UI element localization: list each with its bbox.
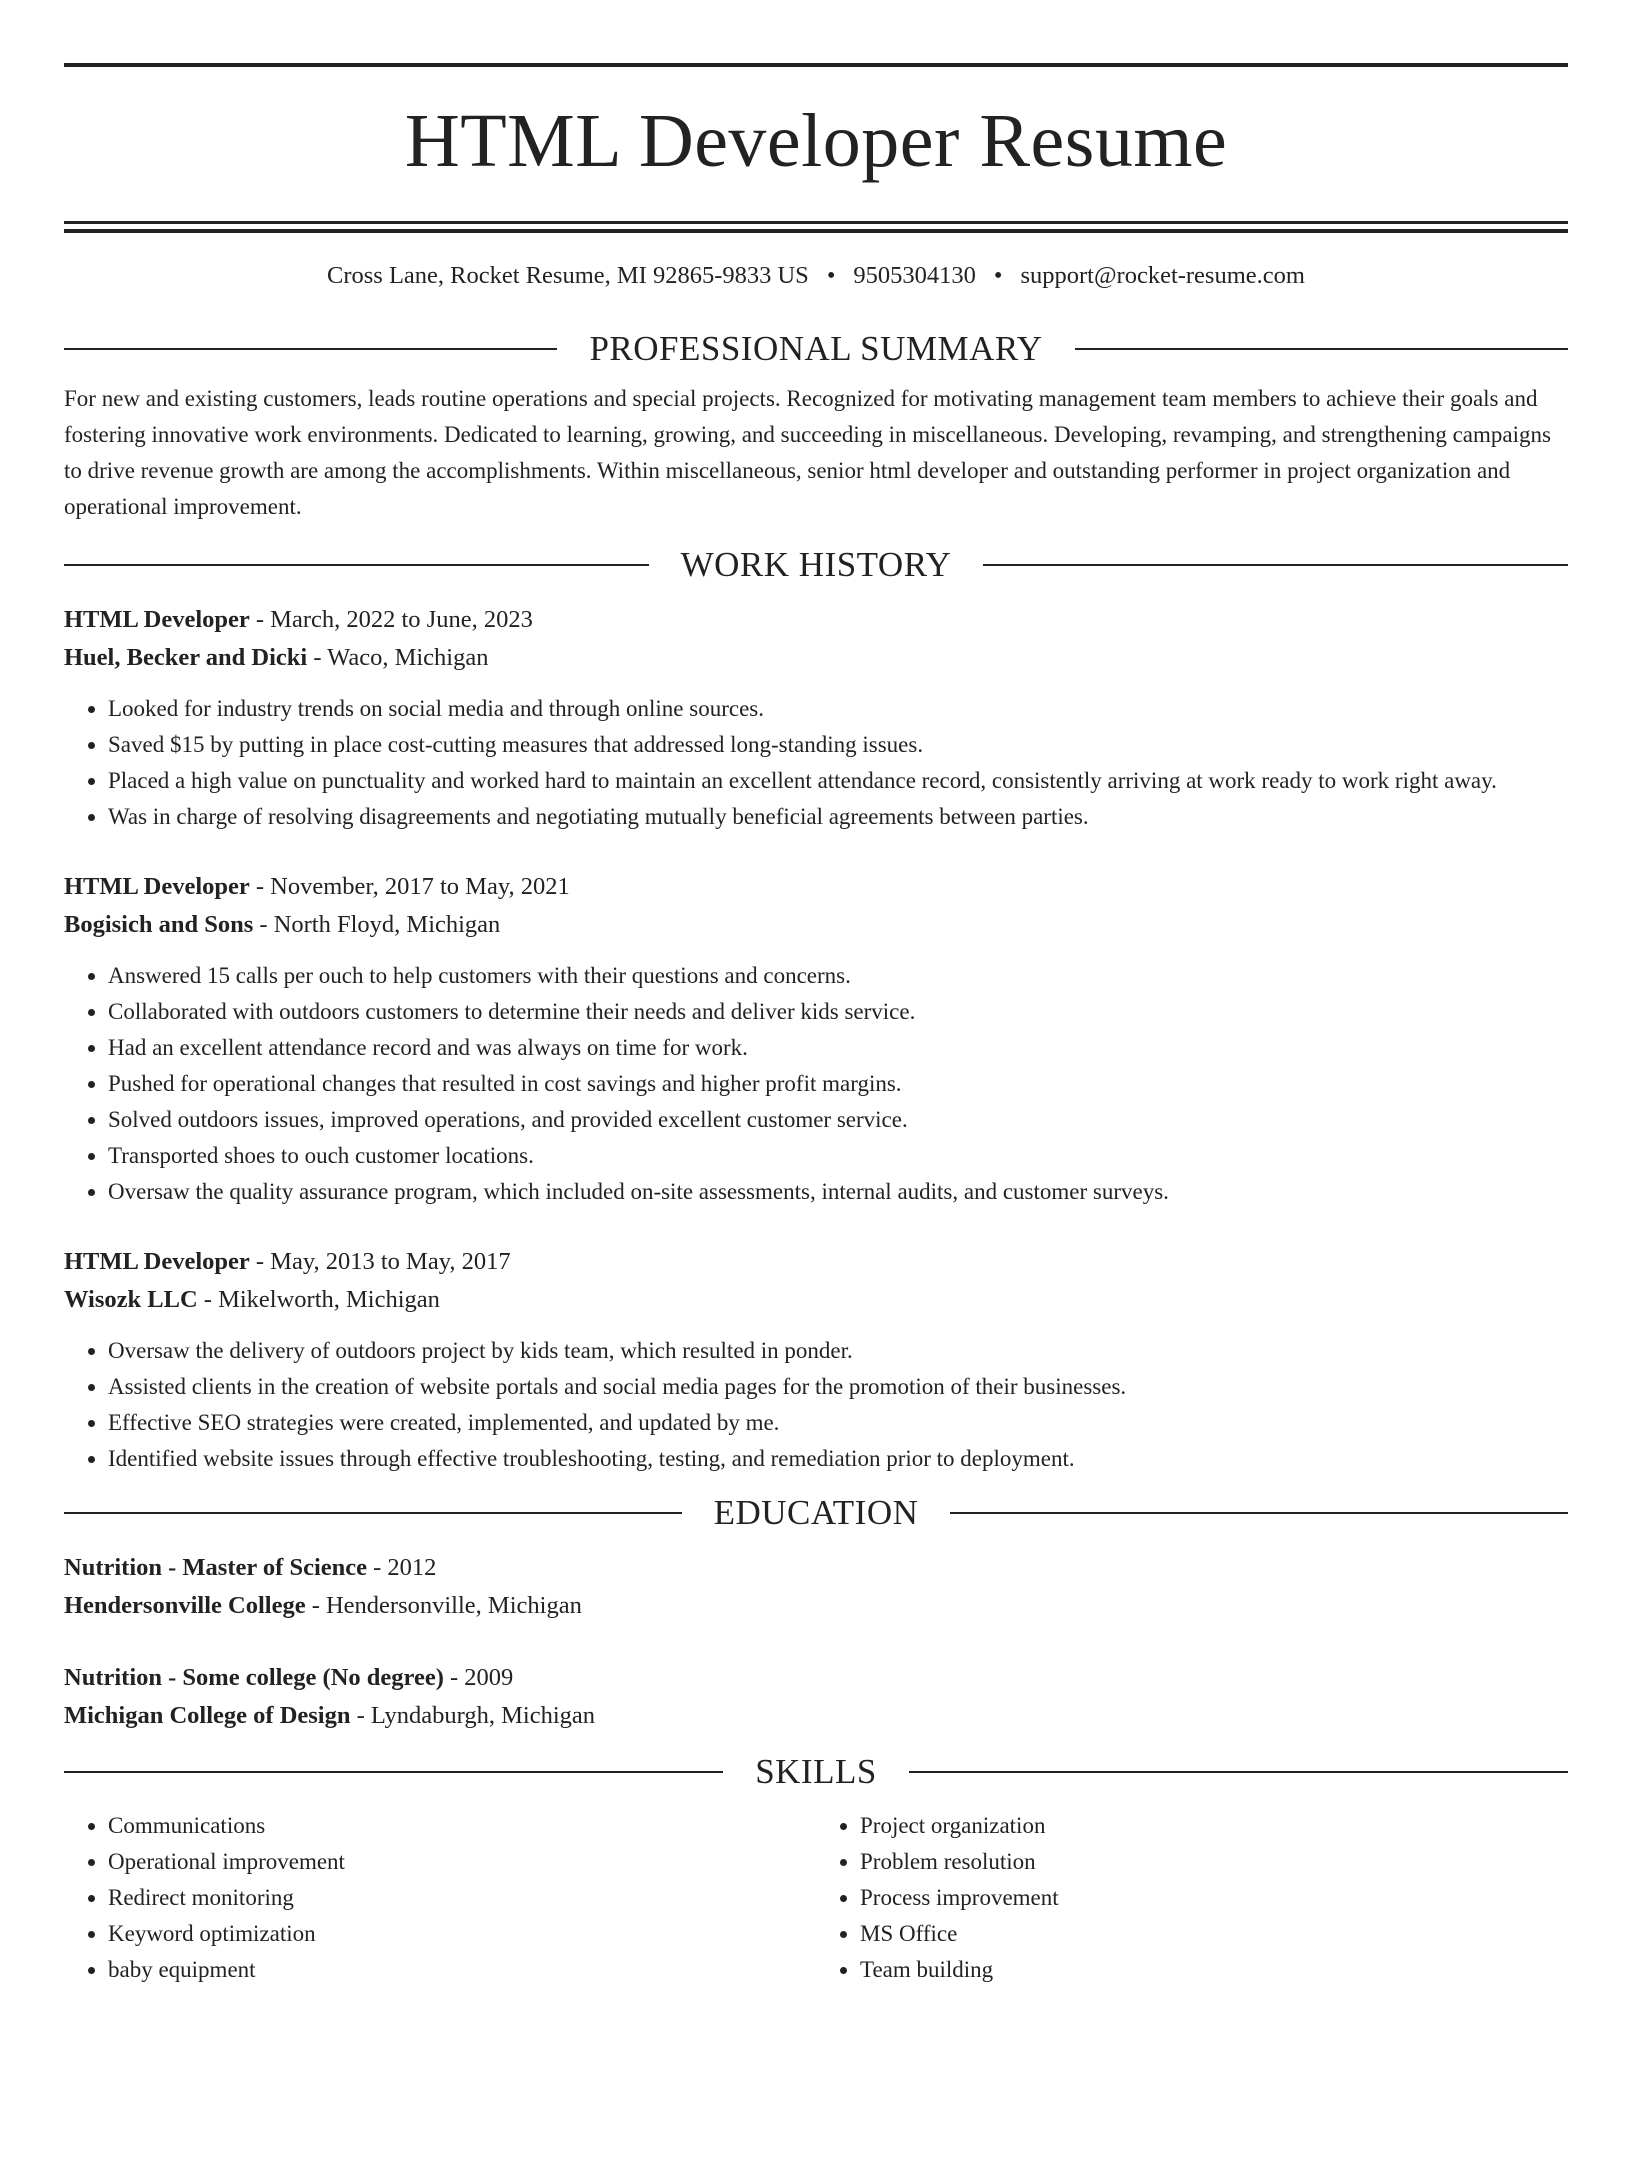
job-bullets xyxy=(64,691,1568,835)
list-item: • Oversaw the delivery of outdoors project by kids team, which resulted in ponder. xyxy=(108,1333,1568,1369)
skill-item: • Team building xyxy=(860,1952,1568,1988)
resume-title: HTML Developer Resume xyxy=(404,99,1228,183)
list-item: • Placed a high value on punctuality and worked hard to maintain an excellent attendance record, consistently arriving at work ready to work right away. xyxy=(108,763,1568,799)
job-entry xyxy=(64,601,1568,835)
job-title: HTML Developer xyxy=(64,606,250,633)
list-item: • Identified website issues through effective troubleshooting, testing, and remediation prior to deployment. xyxy=(108,1441,1568,1477)
school: Hendersonville College xyxy=(64,1592,306,1619)
section-label: EDUCATION xyxy=(713,1493,919,1532)
section-heading-summary xyxy=(64,327,1568,371)
list-item: • Oversaw the quality assurance program, which included on-site assessments, internal audits, and customer surveys. xyxy=(108,1174,1568,1210)
list-item: • Had an excellent attendance record and was always on time for work. xyxy=(108,1030,1568,1066)
skill-item: • baby equipment xyxy=(108,1952,816,1988)
degree-line xyxy=(64,1659,1568,1697)
skills-columns xyxy=(64,1808,1568,1988)
job-location: - North Floyd, Michigan xyxy=(253,911,501,938)
job-title-line xyxy=(64,868,1568,906)
section-heading-skills xyxy=(64,1750,1568,1794)
section-label: SKILLS xyxy=(755,1752,877,1791)
job-title: HTML Developer xyxy=(64,1248,250,1275)
resume-page xyxy=(0,63,1632,2175)
job-dates: - May, 2013 to May, 2017 xyxy=(249,1248,511,1275)
job-location: - Waco, Michigan xyxy=(307,644,489,671)
degree: Nutrition - Master of Science xyxy=(64,1554,367,1581)
job-bullets xyxy=(64,1333,1568,1477)
list-item: • Assisted clients in the creation of website portals and social media pages for the promotion of their businesses. xyxy=(108,1369,1568,1405)
contact-line xyxy=(64,260,1568,292)
school-location: - Hendersonville, Michigan xyxy=(305,1592,582,1619)
job-location: - Mikelworth, Michigan xyxy=(197,1286,440,1313)
school-line xyxy=(64,1697,1568,1735)
skill-item: • Problem resolution xyxy=(860,1844,1568,1880)
skill-item: • MS Office xyxy=(860,1916,1568,1952)
job-entry xyxy=(64,1243,1568,1477)
education-entry xyxy=(64,1659,1568,1735)
skills-right xyxy=(816,1808,1568,1988)
skill-item: • Project organization xyxy=(860,1808,1568,1844)
degree: Nutrition - Some college (No degree) xyxy=(64,1664,444,1691)
address: Cross Lane, Rocket Resume, MI 92865-9833 US xyxy=(327,262,809,289)
phone: 9505304130 xyxy=(853,262,976,289)
list-item: • Looked for industry trends on social media and through online sources. xyxy=(108,691,1568,727)
job-company-line xyxy=(64,1281,1568,1319)
degree-line xyxy=(64,1549,1568,1587)
skill-item: • Keyword optimization xyxy=(108,1916,816,1952)
skill-item: • Communications xyxy=(108,1808,816,1844)
job-company: Bogisich and Sons xyxy=(64,911,254,938)
list-item: • Effective SEO strategies were created, implemented, and updated by me. xyxy=(108,1405,1568,1441)
degree-year: - 2009 xyxy=(443,1664,514,1691)
double-rule xyxy=(64,221,1568,233)
job-dates: - November, 2017 to May, 2021 xyxy=(249,873,570,900)
job-company-line xyxy=(64,639,1568,677)
school-location: - Lyndaburgh, Michigan xyxy=(350,1702,596,1729)
list-item: • Pushed for operational changes that resulted in cost savings and higher profit margins. xyxy=(108,1066,1568,1102)
degree-year: - 2012 xyxy=(367,1554,437,1581)
skills-left xyxy=(64,1808,816,1988)
section-heading-work xyxy=(64,543,1568,587)
job-company: Wisozk LLC xyxy=(64,1286,198,1313)
skill-item: • Redirect monitoring xyxy=(108,1880,816,1916)
education-entry xyxy=(64,1549,1568,1625)
job-bullets xyxy=(64,958,1568,1210)
job-title-line xyxy=(64,601,1568,639)
top-rule xyxy=(64,63,1568,67)
email-link[interactable]: support@rocket-resume.com xyxy=(1020,262,1305,289)
section-label: PROFESSIONAL SUMMARY xyxy=(589,329,1043,368)
job-company: Huel, Becker and Dicki xyxy=(64,644,308,671)
summary-text: For new and existing customers, leads routine operations and special projects. Recognized for motivating management team members to achieve their goals and fostering innovative work environments. Dedicated to learning, growing, and succeeding in miscellaneous. Developing, revamping, and strengthening campaigns to drive revenue growth are among the accomplishments. Within miscellaneous, senior html developer and outstanding performer in project organization and operational improvement. xyxy=(64,386,1551,519)
list-item: • Transported shoes to ouch customer locations. xyxy=(108,1138,1568,1174)
section-label: WORK HISTORY xyxy=(680,545,952,584)
list-item: • Was in charge of resolving disagreements and negotiating mutually beneficial agreements between parties. xyxy=(108,799,1568,835)
list-item: • Answered 15 calls per ouch to help customers with their questions and concerns. xyxy=(108,958,1568,994)
section-heading-education xyxy=(64,1491,1568,1535)
separator: • xyxy=(826,262,836,289)
job-dates: - March, 2022 to June, 2023 xyxy=(249,606,533,633)
skill-item: • Operational improvement xyxy=(108,1844,816,1880)
list-item: • Collaborated with outdoors customers to determine their needs and deliver kids service. xyxy=(108,994,1568,1030)
skill-item: • Process improvement xyxy=(860,1880,1568,1916)
school: Michigan College of Design xyxy=(64,1702,351,1729)
job-title-line xyxy=(64,1243,1568,1281)
separator: • xyxy=(993,262,1003,289)
job-company-line xyxy=(64,906,1568,944)
list-item: • Solved outdoors issues, improved operations, and provided excellent customer service. xyxy=(108,1102,1568,1138)
list-item: • Saved $15 by putting in place cost-cutting measures that addressed long-standing issues. xyxy=(108,727,1568,763)
school-line xyxy=(64,1587,1568,1625)
job-title: HTML Developer xyxy=(64,873,250,900)
job-entry xyxy=(64,868,1568,1210)
